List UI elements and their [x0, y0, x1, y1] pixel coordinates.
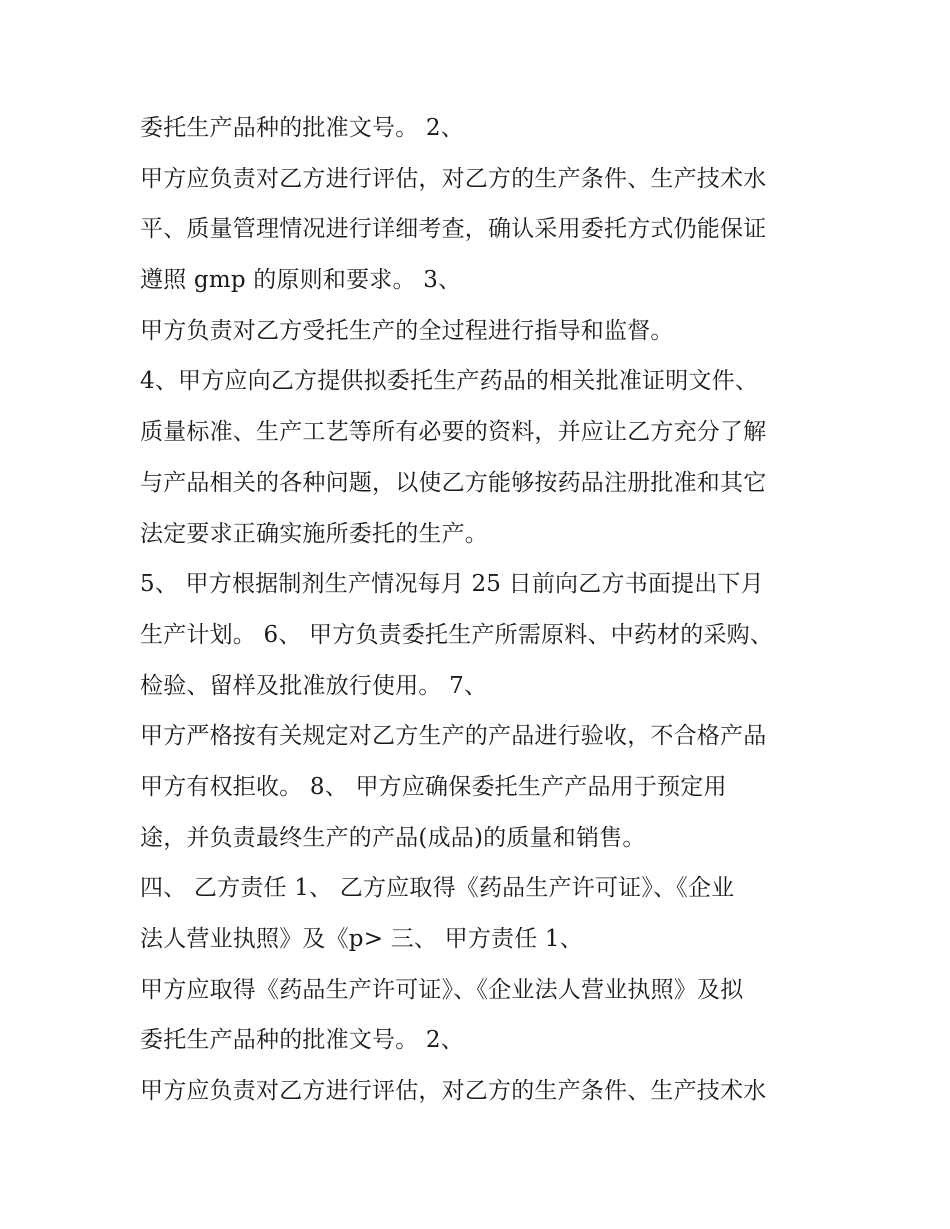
document-body: [140, 103, 830, 1117]
text-line: 平、质量管理情况进行详细考查，确认采用委托方式仍能保证: [140, 216, 767, 243]
text-line: 甲方应负责对乙方进行评估，对乙方的生产条件、生产技术水: [140, 1078, 767, 1105]
text-line: 委托生产品种的批准文号。 2、: [140, 115, 464, 141]
text-line: 检验、留样及批准放行使用。 7、: [140, 672, 488, 699]
text-line: 遵照 gmp 的原则和要求。 3、: [140, 267, 462, 294]
text-line: 委托生产品种的批准文号。 2、: [140, 1027, 464, 1054]
text-line: 甲方应负责对乙方进行评估，对乙方的生产条件、生产技术水: [140, 165, 767, 192]
text-line: 与产品相关的各种问题，以使乙方能够按药品注册批准和其它: [140, 469, 767, 496]
text-line: 质量标准、生产工艺等所有必要的资料，并应让乙方充分了解: [140, 419, 767, 446]
text-line: 途，并负责最终生产的产品(成品)的质量和销售。: [140, 824, 646, 851]
text-line: 甲方有权拒收。 8、 甲方应确保委托生产产品用于预定用: [140, 773, 727, 800]
text-line: 甲方应取得《药品生产许可证》、《企业法人营业执照》及拟: [140, 976, 744, 1003]
text-line: 法人营业执照》及《p> 三、 甲方责任 1、: [140, 926, 583, 952]
text-line: 甲方负责对乙方受托生产的全过程进行指导和监督。: [140, 317, 674, 344]
text-line: 法定要求正确实施所委托的生产。: [140, 520, 488, 547]
text-line: 5、 甲方根据制剂生产情况每月 25 日前向乙方书面提出下月: [140, 571, 764, 598]
text-line: 4、甲方应向乙方提供拟委托生产药品的相关批准证明文件、: [140, 368, 759, 395]
text-line: 生产计划。 6、 甲方负责委托生产所需原料、中药材的采购、: [140, 621, 774, 648]
text-line: 四、 乙方责任 1、 乙方应取得《药品生产许可证》、《企业: [140, 875, 735, 902]
text-line: 甲方严格按有关规定对乙方生产的产品进行验收，不合格产品: [140, 723, 767, 750]
